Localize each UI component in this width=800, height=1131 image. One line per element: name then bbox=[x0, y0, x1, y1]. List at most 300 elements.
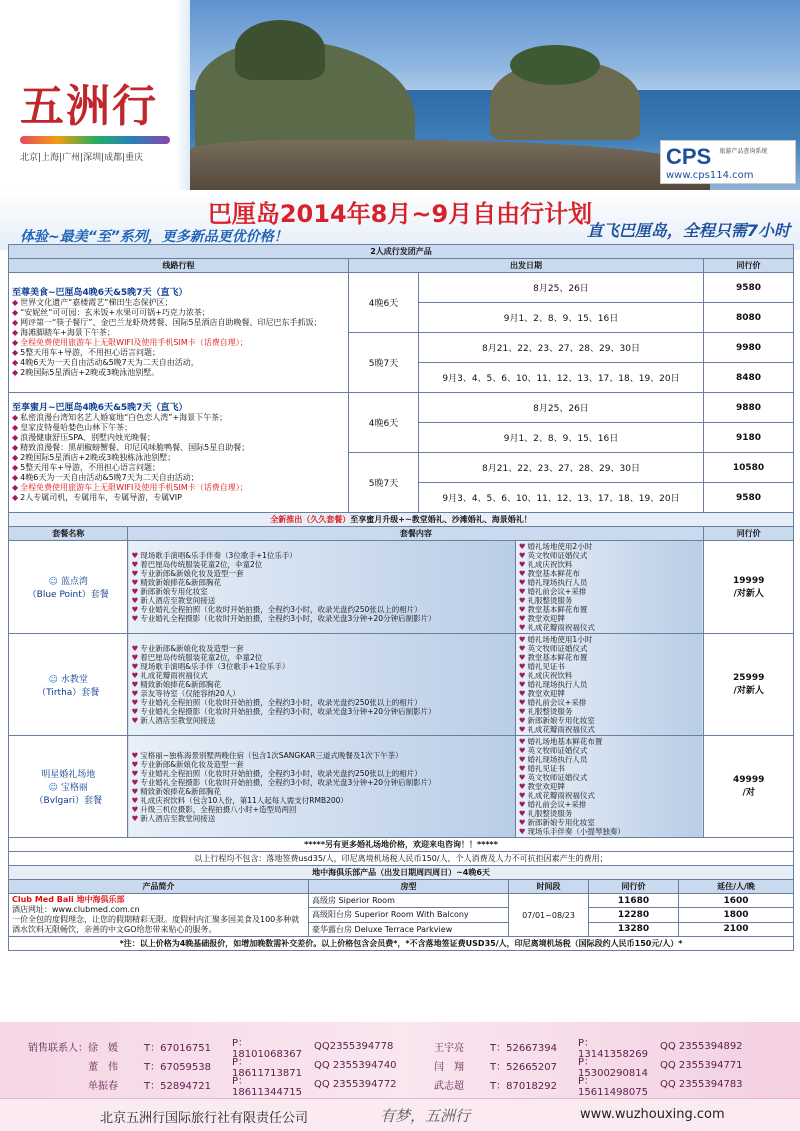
page-title: 巴厘岛2014年8月~9月自由行计划 bbox=[207, 200, 593, 228]
package-item-text: 现场乐手伴奏（小提琴独奏） bbox=[527, 827, 625, 836]
heart-icon: ♥ bbox=[518, 791, 526, 800]
heart-icon: ♥ bbox=[131, 596, 139, 605]
cps-url[interactable]: www.cps114.com bbox=[666, 170, 754, 181]
package-row bbox=[9, 634, 794, 736]
package-name bbox=[9, 541, 128, 634]
package-item-text: 教堂基本鲜花布置 bbox=[527, 605, 588, 614]
route-line: 2晚国际5星酒店+2晚或3晚泳池别墅。 bbox=[20, 367, 160, 377]
package-item-text: 专业婚礼全程拍照（化妆时开始拍摄，全程约3小时，收录光盘约250张以上的相片） bbox=[140, 698, 422, 707]
package-item-text: 礼成庆祝饮料（包含10人份，第11人起每人需支付RMB200） bbox=[140, 795, 348, 805]
contact-row bbox=[28, 1056, 788, 1079]
clubmed-room-2: 豪华露台房 Deluxe Terrace Parkview bbox=[309, 922, 509, 936]
heart-icon: ♥ bbox=[131, 698, 139, 707]
route-price: 8480 bbox=[704, 363, 794, 393]
package-item-text: 现场歌手演唱&乐手伴（3位歌手+1位乐手） bbox=[140, 662, 290, 671]
col-intro: 产品简介 bbox=[9, 880, 309, 894]
contact-t: T：52665207 bbox=[490, 1062, 558, 1073]
route-line-wrap bbox=[12, 493, 345, 503]
package-item-text: 精致新娘捧花&新郎胸花 bbox=[140, 578, 222, 587]
package-item bbox=[131, 596, 511, 605]
package-item-text: 婚礼前会议+采排 bbox=[527, 587, 587, 596]
heart-icon: ♥ bbox=[131, 759, 139, 769]
col-period: 时间段 bbox=[509, 880, 589, 894]
clubmed-room-0: 高级房 Siperior Room bbox=[309, 894, 509, 908]
heart-icon: ♥ bbox=[518, 764, 526, 773]
package-item bbox=[131, 769, 511, 778]
col-cm-price: 同行价 bbox=[589, 880, 679, 894]
package-item-text: 礼服整烫服务 bbox=[527, 707, 573, 716]
clubmed-extra-1: 1800 bbox=[679, 908, 794, 922]
package-item bbox=[131, 614, 511, 623]
heart-icon: ♥ bbox=[518, 671, 526, 680]
wedding-table bbox=[8, 512, 794, 866]
route-description bbox=[9, 393, 349, 513]
bullet-icon: ◆ bbox=[12, 412, 19, 422]
contact-t: T：87018292 bbox=[490, 1081, 558, 1092]
route-line-wrap bbox=[12, 473, 345, 483]
package-item bbox=[131, 671, 511, 680]
package-item bbox=[131, 787, 511, 796]
departure-dates: 8月21、22、23、27、28、29、30日 bbox=[419, 333, 704, 363]
package-item-text: 新郎新娘专用化妆室 bbox=[140, 587, 208, 596]
bullet-icon: ◆ bbox=[12, 482, 19, 492]
route-line-wrap bbox=[12, 413, 345, 423]
clubmed-name: Club Med Bali 地中海俱乐部 bbox=[12, 895, 125, 904]
clubmed-extra-0: 1600 bbox=[679, 894, 794, 908]
package-item bbox=[131, 560, 511, 569]
package-content-right bbox=[515, 736, 704, 838]
exclusion-note: 以上行程均不包含：落地签费usd35/人，印尼离境机场税人民币150/人，个人消费及人力不可抗拒因素产生的费用； bbox=[9, 852, 794, 866]
package-item-text: 着巴厘岛传统服装花童2位，伞童2位 bbox=[140, 653, 263, 662]
contact-label: 销售联系人： bbox=[28, 1043, 88, 1054]
duration-label: 5晚7天 bbox=[349, 453, 419, 513]
bullet-icon: ◆ bbox=[12, 492, 19, 502]
heart-icon: ♥ bbox=[131, 644, 139, 653]
package-item bbox=[131, 716, 511, 725]
package-item-text: 教堂欢迎牌 bbox=[527, 614, 565, 623]
route-line: 海滩脚踏车+海景下午茶； bbox=[20, 327, 115, 337]
package-item bbox=[519, 551, 701, 560]
heart-icon: ♥ bbox=[131, 716, 139, 725]
route-line: 5整天用车+导游，不用担心语言问题； bbox=[20, 347, 160, 357]
route-line-wrap bbox=[12, 328, 345, 338]
heart-icon: ♥ bbox=[131, 707, 139, 716]
package-item bbox=[131, 760, 511, 769]
contact-q: QQ 2355394783 bbox=[660, 1079, 743, 1090]
contact-name: 徐 媛 bbox=[88, 1043, 118, 1054]
heart-icon: ♥ bbox=[131, 680, 139, 689]
heart-icon: ♥ bbox=[518, 635, 526, 644]
departure-dates: 8月21、22、23、27、28、29、30日 bbox=[419, 453, 704, 483]
package-name-cn: 蓝点湾 bbox=[60, 577, 88, 587]
package-item-text: 专业新郎&新娘化妆及造型一套 bbox=[140, 569, 244, 578]
package-item bbox=[131, 587, 511, 596]
clubmed-website[interactable]: 酒店网址：www.clubmed.com.cn bbox=[12, 905, 140, 914]
bullet-icon: ◆ bbox=[12, 462, 19, 472]
route-line: 5整天用车+导游，不用担心语言问题； bbox=[20, 462, 160, 472]
contact-q: QQ 2355394740 bbox=[314, 1060, 397, 1071]
col-dates: 出发日期 bbox=[349, 259, 704, 273]
contact-row bbox=[28, 1037, 788, 1060]
departure-dates: 9月1、2、8、9、15、16日 bbox=[419, 303, 704, 333]
package-price-value: 19999 bbox=[733, 575, 765, 586]
sales-contacts bbox=[28, 1037, 788, 1098]
package-price-unit: /对新人 bbox=[733, 588, 764, 599]
heart-icon: ♥ bbox=[131, 587, 139, 596]
package-item-text: 教堂欢迎牌 bbox=[527, 689, 565, 698]
package-item-text: 升级三机位摄影，全程拍摄八小时+造型局两回 bbox=[140, 804, 297, 814]
contact-q: QQ2355394778 bbox=[314, 1041, 394, 1052]
contact-p: P：15611498075 bbox=[578, 1075, 648, 1098]
package-item-text: 婚礼现场执行人员 bbox=[527, 578, 588, 587]
heart-icon: ♥ bbox=[518, 605, 526, 614]
package-item bbox=[519, 644, 701, 653]
clubmed-note: *注：以上价格为4晚基础报价，如增加晚数需补交差价。以上价格包含会员费*，*不含落地签证费USD35/人，印尼离境机场税（国际段约人民币150元/人）* bbox=[9, 937, 794, 951]
bullet-icon: ◆ bbox=[12, 337, 19, 347]
heart-icon: ♥ bbox=[131, 750, 139, 760]
route-line-wrap bbox=[12, 308, 345, 318]
package-item bbox=[519, 662, 701, 671]
table-row bbox=[9, 273, 794, 303]
product-table bbox=[8, 244, 794, 513]
clubmed-price-1: 12280 bbox=[589, 908, 679, 922]
heart-icon: ♥ bbox=[131, 662, 139, 671]
package-item-text: 专业新郎&新娘化妆及造型一套 bbox=[140, 759, 244, 769]
contact-q: QQ 2355394771 bbox=[660, 1060, 743, 1071]
contact-name: 武志超 bbox=[434, 1081, 464, 1092]
cps-badge bbox=[660, 140, 796, 184]
package-item-text: 精致新娘捧花&新郎胸花 bbox=[140, 786, 222, 796]
heart-icon: ♥ bbox=[518, 653, 526, 662]
contact-p: P：13141358269 bbox=[578, 1037, 648, 1060]
package-item bbox=[131, 551, 511, 560]
package-name-cn: 宝格丽 bbox=[60, 783, 88, 793]
heart-icon: ♥ bbox=[518, 680, 526, 689]
heart-icon: ♥ bbox=[518, 746, 526, 755]
slogan-right: 直飞巴厘岛，全程只需7小时 bbox=[586, 221, 790, 240]
package-price bbox=[704, 736, 794, 838]
bullet-icon: ◆ bbox=[12, 357, 19, 367]
logo-swoosh-icon bbox=[20, 136, 170, 144]
heart-icon: ♥ bbox=[131, 777, 139, 787]
package-item-text: 教堂基本鲜花布置 bbox=[527, 653, 588, 662]
route-line-wrap bbox=[12, 358, 345, 368]
package-item bbox=[131, 644, 511, 653]
package-item bbox=[519, 542, 701, 551]
route-line: 2人专属司机，专属用车，专属导游，专属VIP bbox=[20, 492, 182, 502]
package-item bbox=[131, 662, 511, 671]
heart-icon: ♥ bbox=[131, 795, 139, 805]
package-item-text: 婚礼见证书 bbox=[527, 662, 565, 671]
package-content-left bbox=[128, 736, 515, 838]
package-item bbox=[131, 796, 511, 805]
package-item bbox=[519, 725, 701, 734]
contact-rows bbox=[28, 1037, 788, 1098]
heart-icon: ♥ bbox=[131, 804, 139, 814]
package-item bbox=[519, 782, 701, 791]
route-line-wrap bbox=[12, 483, 345, 493]
package-item-text: 婚礼见证书 bbox=[527, 764, 565, 773]
duration-label: 4晚6天 bbox=[349, 393, 419, 453]
package-price-value: 25999 bbox=[733, 673, 765, 683]
route-line: 皇家皮特曼哈婪色山林下午茶； bbox=[20, 422, 133, 432]
company-name: 北京五洲行国际旅行社有限责任公司 bbox=[100, 1111, 309, 1126]
duration-label: 5晚7天 bbox=[349, 333, 419, 393]
package-item-text: 新人酒店至教堂间接送 bbox=[140, 716, 216, 725]
package-item bbox=[519, 791, 701, 800]
departure-dates: 9月3、4、5、6、10、11、12、13、17、18、19、20日 bbox=[419, 483, 704, 513]
package-price-unit: /对新人 bbox=[733, 686, 764, 696]
route-line: 4晚6天为一天自由活动&5晚7天为二天自由活动， bbox=[20, 357, 199, 367]
contact-name: 王宇亮 bbox=[434, 1043, 464, 1054]
package-item bbox=[519, 605, 701, 614]
col-package-price: 同行价 bbox=[704, 527, 794, 541]
package-item-text: 新郎新娘专用化妆室 bbox=[527, 716, 595, 725]
package-item-text: 教堂欢迎牌 bbox=[527, 782, 565, 791]
route-line: 4晚6天为一天自由活动&5晚7天为二天自由活动； bbox=[20, 472, 199, 482]
package-item-text: 英文牧师证婚仪式 bbox=[527, 746, 588, 755]
contact-p: P：18611344715 bbox=[232, 1075, 302, 1098]
bullet-icon: ◆ bbox=[12, 307, 19, 317]
route-description bbox=[9, 273, 349, 393]
wedding-banner-new: 全新推出（久久套餐） bbox=[270, 515, 351, 524]
logo-cities: 北京|上海|广州|深圳|成都|重庆 bbox=[20, 153, 144, 163]
heart-icon: ♥ bbox=[518, 542, 526, 551]
slogan-left: 体验~最美“至”系列，更多新品更优价格！ bbox=[20, 229, 288, 245]
clubmed-extra-2: 2100 bbox=[679, 922, 794, 936]
package-item bbox=[519, 578, 701, 587]
package-item-text: 宝格丽~独栋海景别墅两晚住宿（包含1次SANGKAR三道式晚餐及1次下午茶） bbox=[140, 750, 403, 760]
route-line-wrap bbox=[12, 298, 345, 308]
package-name-line bbox=[12, 574, 124, 587]
package-item bbox=[131, 805, 511, 814]
route-line-wrap bbox=[12, 368, 345, 378]
package-item-text: 现场歌手演唱&乐手伴奏（3位歌手+1位乐手） bbox=[140, 551, 297, 560]
package-item-text: 新人酒店至教堂间接送 bbox=[140, 596, 216, 605]
package-name-en: （Bvlgari）套餐 bbox=[34, 796, 102, 806]
heart-icon: ♥ bbox=[518, 773, 526, 782]
package-price bbox=[704, 634, 794, 736]
cps-subtitle: 旅游产品查询系统 bbox=[719, 148, 768, 155]
route-price: 9580 bbox=[704, 483, 794, 513]
package-item-text: 婚礼前会议+采排 bbox=[527, 698, 587, 707]
heart-icon: ♥ bbox=[518, 737, 526, 746]
package-item bbox=[519, 560, 701, 569]
company-tagline: 有梦，五洲行 bbox=[380, 1107, 471, 1125]
package-item-text: 专业新郎&新娘化妆及造型一套 bbox=[140, 644, 244, 653]
route-price: 9980 bbox=[704, 333, 794, 363]
clubmed-period: 07/01~08/23 bbox=[509, 894, 589, 937]
col-package-name: 套餐名称 bbox=[9, 527, 128, 541]
heart-icon: ♥ bbox=[518, 689, 526, 698]
contact-t: T：52894721 bbox=[144, 1081, 212, 1092]
heart-icon: ♥ bbox=[131, 551, 139, 560]
col-extra: 延住/人/晚 bbox=[679, 880, 794, 894]
package-item bbox=[519, 653, 701, 662]
heart-icon: ♥ bbox=[131, 560, 139, 569]
package-name-line bbox=[12, 780, 124, 793]
bullet-icon: ◆ bbox=[12, 367, 19, 377]
package-prefix: 明星婚礼场地 bbox=[41, 770, 96, 780]
bullet-icon: ◆ bbox=[12, 452, 19, 462]
package-item bbox=[519, 737, 701, 746]
heart-icon: ♥ bbox=[518, 698, 526, 707]
route-line-wrap bbox=[12, 348, 345, 358]
package-item-text: 礼服整烫服务 bbox=[527, 596, 573, 605]
route-price: 10580 bbox=[704, 453, 794, 483]
package-item bbox=[519, 587, 701, 596]
package-item bbox=[519, 773, 701, 782]
route-line: 精致浪漫餐：黑胡椒螃蟹餐、印尼风味脆鸭餐、国际5星自助餐； bbox=[20, 442, 250, 452]
package-price-value: 49999 bbox=[733, 775, 765, 785]
package-item bbox=[131, 707, 511, 716]
route-line-wrap bbox=[12, 453, 345, 463]
clubmed-table bbox=[8, 865, 794, 951]
contact-row bbox=[28, 1075, 788, 1098]
heart-icon: ♥ bbox=[518, 596, 526, 605]
heart-icon: ♥ bbox=[131, 689, 139, 698]
package-item bbox=[519, 755, 701, 764]
contact-p: P：15300290814 bbox=[578, 1056, 648, 1079]
clubmed-desc: 一价全包的度假理念，让您的假期精彩无限。度假村内汇聚多国美食及100多种就酒水饮料无限畅饮，亲善的中文GO给您带来贴心的服务。 bbox=[12, 915, 300, 934]
tanah-lot-trees bbox=[510, 45, 600, 85]
heart-icon: ♥ bbox=[518, 587, 526, 596]
heart-icon: ♥ bbox=[131, 768, 139, 778]
package-name-en: （Tirtha）套餐 bbox=[37, 687, 100, 698]
package-item bbox=[519, 818, 701, 827]
contact-p: P：18611713871 bbox=[232, 1056, 302, 1079]
departure-dates: 8月25、26日 bbox=[419, 393, 704, 423]
package-item-text: 礼成花瓣雨祝福仪式 bbox=[140, 671, 208, 680]
bullet-icon: ◆ bbox=[12, 297, 19, 307]
route-line-wrap bbox=[12, 433, 345, 443]
heart-icon: ♥ bbox=[518, 644, 526, 653]
package-item bbox=[519, 746, 701, 755]
package-content-left bbox=[128, 634, 515, 736]
package-item bbox=[519, 596, 701, 605]
package-item bbox=[519, 689, 701, 698]
company-website[interactable]: www.wuzhouxing.com bbox=[580, 1107, 725, 1122]
package-item bbox=[519, 827, 701, 836]
clubmed-banner: 地中海俱乐部产品（出发日期周四周日）~4晚6天 bbox=[9, 866, 794, 880]
heart-icon: ♥ bbox=[518, 578, 526, 587]
package-item bbox=[131, 605, 511, 614]
package-item bbox=[519, 764, 701, 773]
title-bar bbox=[0, 190, 800, 250]
clubmed-room-1: 高级阳台房 Superior Room With Balcony bbox=[309, 908, 509, 922]
package-item bbox=[519, 614, 701, 623]
header-banner bbox=[0, 0, 800, 190]
package-content-right bbox=[515, 634, 704, 736]
package-item-text: 礼服整烫服务 bbox=[527, 809, 573, 818]
package-row bbox=[9, 541, 794, 634]
package-price bbox=[704, 541, 794, 634]
route-price: 9180 bbox=[704, 423, 794, 453]
heart-icon: ♥ bbox=[518, 800, 526, 809]
heart-icon: ♥ bbox=[518, 614, 526, 623]
duration-label: 4晚6天 bbox=[349, 273, 419, 333]
heart-icon: ♥ bbox=[518, 716, 526, 725]
package-item-text: 礼成花瓣雨祝福仪式 bbox=[527, 791, 595, 800]
route-line-wrap bbox=[12, 463, 345, 473]
package-item-text: 精致新娘捧花&新郎胸花 bbox=[140, 680, 222, 689]
heart-icon: ♥ bbox=[131, 653, 139, 662]
heart-icon: ♥ bbox=[518, 551, 526, 560]
package-item bbox=[519, 698, 701, 707]
package-item-text: 着巴厘岛传统服装花童2位，伞童2位 bbox=[140, 560, 263, 569]
route-price: 9580 bbox=[704, 273, 794, 303]
more-note: *****另有更多婚礼场地价格，欢迎来电咨询！！***** bbox=[9, 838, 794, 852]
heart-icon: ♥ bbox=[518, 569, 526, 578]
package-row bbox=[9, 736, 794, 838]
package-content-left bbox=[128, 541, 515, 634]
package-item-text: 礼成庆祝饮料 bbox=[527, 560, 573, 569]
heart-icon: ♥ bbox=[518, 623, 526, 632]
package-item-text: 专业婚礼全程拍照（化妆时开始拍摄，全程约3小时，收录光盘约250张以上的相片） bbox=[140, 768, 422, 778]
package-item bbox=[131, 569, 511, 578]
contact-name: 闫 翔 bbox=[434, 1062, 464, 1073]
route-line-wrap bbox=[12, 318, 345, 328]
wedding-banner bbox=[9, 513, 794, 527]
heart-icon: ♥ bbox=[518, 809, 526, 818]
package-item-text: 英文牧师证婚仪式 bbox=[527, 773, 588, 782]
heart-icon: ♥ bbox=[518, 827, 526, 836]
temple-trees bbox=[235, 20, 325, 80]
heart-icon: ♥ bbox=[131, 614, 139, 623]
package-item-text: 专业婚礼全程摄影（化妆时开始拍摄，全程约3小时，收录光盘3分钟+20分钟后制影片） bbox=[140, 777, 436, 787]
package-item-text: 婚礼场地基本鲜花布置 bbox=[527, 737, 603, 746]
clubmed-price-0: 11680 bbox=[589, 894, 679, 908]
package-name-line bbox=[12, 672, 124, 685]
col-price: 同行价 bbox=[704, 259, 794, 273]
heart-icon: ♥ bbox=[518, 662, 526, 671]
heart-icon: ♥ bbox=[131, 605, 139, 614]
package-item-text: 新人酒店至教堂间接送 bbox=[140, 813, 216, 823]
package-item-text: 英文牧师证婚仪式 bbox=[527, 644, 588, 653]
package-item-text: 教堂基本鲜花布 bbox=[527, 569, 580, 578]
wedding-body bbox=[9, 541, 794, 838]
package-item-text: 英文牧师证婚仪式 bbox=[527, 551, 588, 560]
contact-q: QQ 2355394772 bbox=[314, 1079, 397, 1090]
package-item bbox=[131, 778, 511, 787]
brand-logo bbox=[20, 70, 200, 163]
contact-t: T：67059538 bbox=[144, 1062, 212, 1073]
bullet-icon: ◆ bbox=[12, 432, 19, 442]
package-price-unit: /对 bbox=[742, 788, 755, 798]
route-line: 私密浪漫台湾知名艺人婚宴地“白色恋人湾”+海景下午茶； bbox=[20, 412, 228, 422]
route-line: 浪漫健康舒压SPA、别墅内烛光晚餐； bbox=[20, 432, 156, 442]
package-item bbox=[519, 569, 701, 578]
package-item-text: 新郎新娘专用化妆室 bbox=[527, 818, 595, 827]
package-item bbox=[131, 689, 511, 698]
package-item-text: 专业婚礼全程摄影（化妆时开始拍摄，全程约3小时，收录光盘3分钟+20分钟后制影片） bbox=[140, 707, 436, 716]
product-caption: 2人成行发团产品 bbox=[9, 245, 794, 259]
route-price: 9880 bbox=[704, 393, 794, 423]
package-content-right bbox=[515, 541, 704, 634]
contact-t: T：52667394 bbox=[490, 1043, 558, 1054]
package-item-text: 礼成花瓣雨祝福仪式 bbox=[527, 623, 595, 632]
heart-icon: ♥ bbox=[518, 782, 526, 791]
col-package-content: 套餐内容 bbox=[128, 527, 704, 541]
departure-dates: 9月3、4、5、6、10、11、12、13、17、18、19、20日 bbox=[419, 363, 704, 393]
package-item-text: 专业婚礼全程拍照（化妆时开始拍摄，全程约3小时，收录光盘约250张以上的相片） bbox=[140, 605, 422, 614]
bullet-icon: ◆ bbox=[12, 472, 19, 482]
clubmed-price-2: 13280 bbox=[589, 922, 679, 936]
package-item bbox=[131, 751, 511, 760]
route-title: 至享蜜月~巴厘岛4晚6天&5晚7天（直飞） bbox=[12, 402, 188, 413]
smile-icon: ☺ bbox=[48, 577, 58, 587]
departure-dates: 9月1、2、8、9、15、16日 bbox=[419, 423, 704, 453]
